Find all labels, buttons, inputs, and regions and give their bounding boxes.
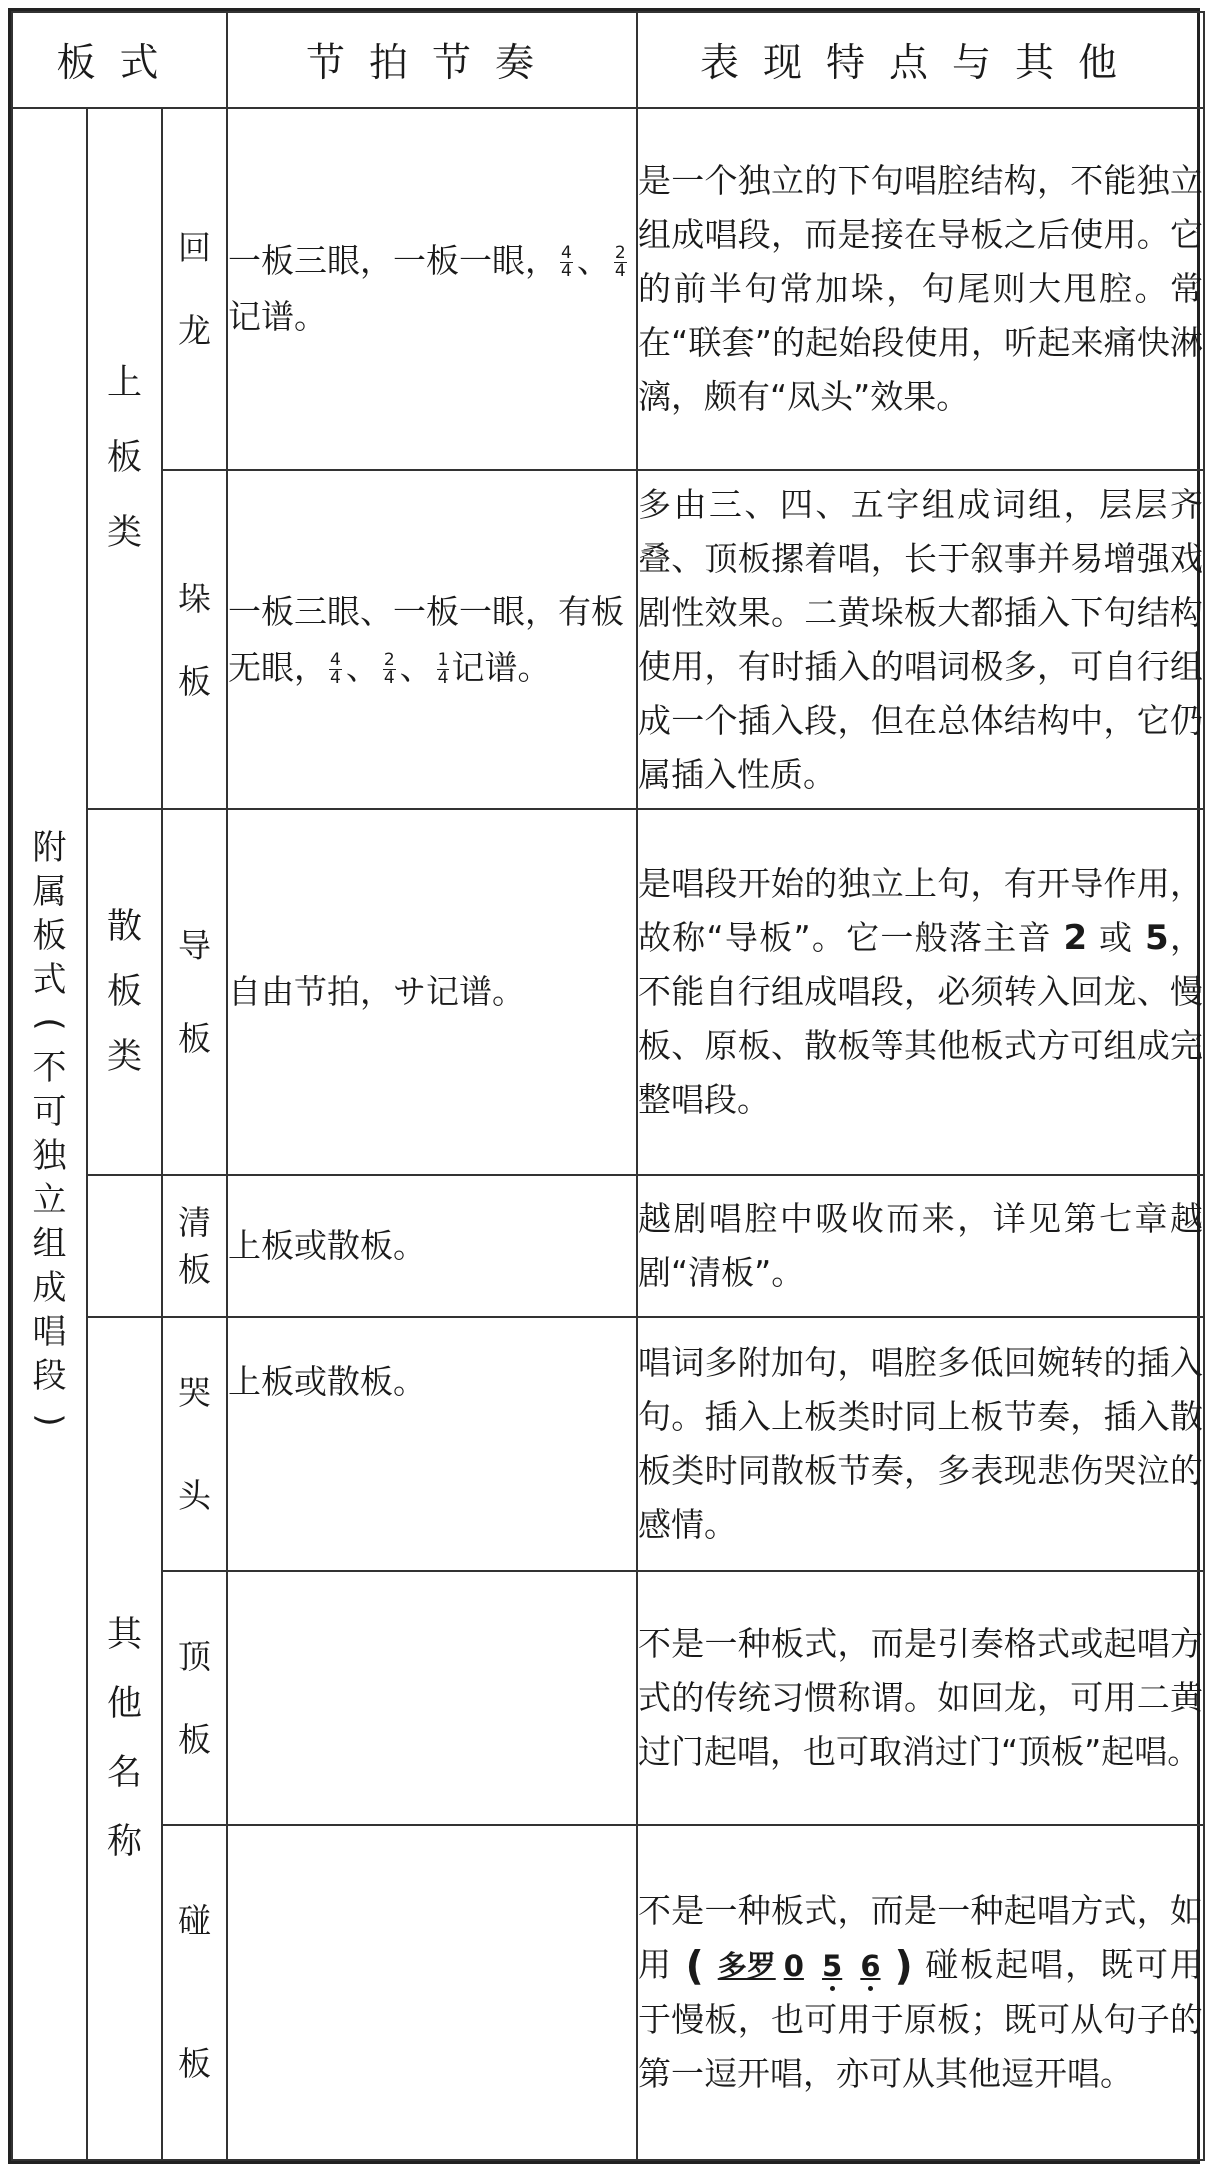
row-huilong — [12, 108, 1204, 470]
header-features: 表现特点与其他 — [637, 12, 1204, 108]
name-char: 板 — [178, 1019, 211, 1059]
beat-pengban — [227, 1825, 637, 2160]
name-label — [163, 1826, 226, 2159]
note-5: 5 — [1145, 918, 1169, 959]
side-label-char: 式 — [32, 959, 67, 1000]
side-label-cell — [12, 108, 87, 2160]
name-huilong — [162, 108, 227, 470]
desc-huilong: 是一个独立的下句唱腔结构，不能独立组成唱段，而是接在导板之后使用。它的前半句常加垛，句尾则大甩腔。常在“联套”的起始段使用，听起来痛快淋漓，颇有“凤头”效果。 — [637, 108, 1204, 470]
name-char: 顶 — [178, 1636, 211, 1676]
time-signature: $\frac{4}{4}$ — [330, 649, 341, 688]
side-label-char: 唱 — [32, 1311, 67, 1352]
board-style-table — [11, 11, 1205, 2161]
row-duoban — [12, 470, 1204, 809]
beat-duoban: 一板三眼、一板一眼，有板无眼， $\frac{4}{4}$ 、 $\frac{2}{4}$ 、 $\frac{1}{4}$ 记谱。 — [227, 470, 637, 809]
category-char: 名 — [106, 1752, 142, 1793]
row-qingban — [12, 1175, 1204, 1317]
category-char: 他 — [106, 1683, 142, 1724]
time-signature: $\frac{4}{4}$ — [561, 242, 572, 281]
name-daoban — [162, 809, 227, 1175]
side-label-char: 属 — [32, 871, 67, 912]
desc-pengban — [637, 1825, 1204, 2160]
name-kutou — [162, 1317, 227, 1571]
category-char: 其 — [106, 1614, 142, 1655]
side-label-char: ( — [29, 1017, 70, 1031]
name-char: 板 — [178, 1250, 211, 1290]
category-char: 上 — [106, 362, 142, 403]
beat-daoban: 自由节拍，サ记谱。 — [227, 809, 637, 1175]
row-daoban — [12, 809, 1204, 1175]
category-char: 类 — [106, 512, 142, 553]
page-sheet — [8, 8, 1204, 2164]
name-char: 哭 — [178, 1372, 211, 1412]
side-label-char: 段 — [32, 1355, 67, 1396]
name-char: 导 — [178, 926, 211, 966]
desc-kutou: 唱词多附加句，唱腔多低回婉转的插入句。插入上板类时同上板节奏，插入散板类时同散板节奏，多表现悲伤哭泣的感情。 — [637, 1317, 1204, 1571]
category-label — [88, 109, 161, 808]
category-label — [88, 810, 161, 1174]
beat-text: 记谱。 — [451, 647, 551, 687]
name-char: 板 — [178, 2044, 211, 2084]
category-other — [87, 1317, 162, 2160]
row-dingban — [12, 1571, 1204, 1825]
name-char: 碰 — [178, 1901, 211, 1941]
side-label-char: ) — [29, 1413, 70, 1427]
desc-daoban — [637, 809, 1204, 1175]
beat-text: 一板三眼，一板一眼， — [228, 240, 558, 280]
row-kutou — [12, 1317, 1204, 1571]
notation-note: 6 — [860, 1949, 881, 1984]
notation-duoluo: 多罗 — [717, 1949, 776, 1984]
name-char: 回 — [178, 227, 211, 267]
name-label — [163, 109, 226, 469]
category-shangban — [87, 108, 162, 809]
name-label — [163, 1176, 226, 1316]
name-duoban — [162, 470, 227, 809]
category-char: 板 — [106, 971, 142, 1012]
name-char: 板 — [178, 1719, 211, 1759]
name-char: 龙 — [178, 310, 211, 350]
note-2: 2 — [1063, 918, 1088, 959]
paren-open: ( — [685, 1943, 704, 1990]
beat-text: 一板三眼、一板一眼，有板无眼， — [228, 591, 624, 687]
beat-qingban: 上板或散板。 — [227, 1175, 637, 1317]
beat-huilong: 一板三眼，一板一眼， $\frac{4}{4}$ 、 $\frac{2}{4}$ 记谱。 — [227, 108, 637, 470]
name-char: 板 — [178, 661, 211, 701]
category-empty — [87, 1175, 162, 1317]
desc-text: 或 — [1098, 918, 1134, 958]
header-beat-rhythm: 节拍节奏 — [227, 12, 637, 108]
desc-qingban: 越剧唱腔中吸收而来，详见第七章越剧“清板”。 — [637, 1175, 1204, 1317]
side-label-char: 成 — [32, 1267, 67, 1308]
notation-note: 0 — [783, 1949, 804, 1984]
name-pengban — [162, 1825, 227, 2160]
category-sanban — [87, 809, 162, 1175]
side-label-char: 板 — [32, 915, 67, 956]
desc-text: ，不能自行组成唱段，必须转入回龙、慢板、原板、散板等其他板式方可组成完整唱段。 — [638, 918, 1203, 1120]
desc-duoban: 多由三、四、五字组成词组，层层齐叠、顶板摞着唱，长于叙事并易增强戏剧性效果。二黄垛板大都插入下句结构使用，有时插入的唱词极多，可自行组成一个插入段，但在总体结构中，它仍属插入性质。 — [637, 470, 1204, 809]
side-label-char: 不 — [32, 1047, 67, 1088]
name-label — [163, 471, 226, 808]
name-label — [163, 810, 226, 1174]
desc-text: 是唱段开始的独立上句，有开导作用，故称“导板”。它一般落主音 — [638, 864, 1203, 958]
category-char: 类 — [106, 1036, 142, 1077]
desc-text: 碰板起唱，既可用于慢板，也可用于原板；既可从句子的第一逗开唱，亦可从其他逗开唱。 — [638, 1944, 1204, 2094]
name-char: 垛 — [178, 578, 211, 618]
beat-text: 记谱。 — [228, 296, 327, 336]
time-signature: $\frac{2}{4}$ — [614, 242, 626, 281]
name-label — [163, 1572, 226, 1824]
name-char: 清 — [178, 1203, 211, 1243]
side-label-char: 立 — [32, 1179, 67, 1220]
side-label — [13, 109, 86, 2159]
notation-note: 5 — [822, 1949, 843, 1984]
time-signature: $\frac{2}{4}$ — [383, 649, 395, 688]
name-qingban — [162, 1175, 227, 1317]
category-char: 散 — [106, 906, 142, 947]
side-label-char: 可 — [32, 1091, 67, 1132]
paren-close: ) — [894, 1943, 913, 1990]
side-label-char: 独 — [32, 1135, 67, 1176]
category-char: 板 — [106, 437, 142, 478]
category-char: 称 — [106, 1821, 142, 1862]
name-label — [163, 1318, 226, 1570]
beat-dingban — [227, 1571, 637, 1825]
row-pengban — [12, 1825, 1204, 2160]
name-char: 头 — [178, 1475, 211, 1515]
side-label-char: 组 — [32, 1223, 67, 1264]
time-signature: $\frac{1}{4}$ — [437, 649, 449, 688]
header-row — [12, 12, 1204, 108]
desc-text: 不是一种板式，而是一种起唱方式，如用 — [638, 1890, 1203, 1984]
name-dingban — [162, 1571, 227, 1825]
desc-dingban: 不是一种板式，而是引奏格式或起唱方式的传统习惯称谓。如回龙，可用二黄过门起唱，也可取消过门“顶板”起唱。 — [637, 1571, 1204, 1825]
side-label-char: 附 — [32, 827, 67, 868]
category-label — [88, 1318, 161, 2159]
beat-kutou: 上板或散板。 — [227, 1317, 637, 1571]
header-board-style: 板式 — [12, 12, 227, 108]
music-notation — [714, 1949, 885, 1984]
